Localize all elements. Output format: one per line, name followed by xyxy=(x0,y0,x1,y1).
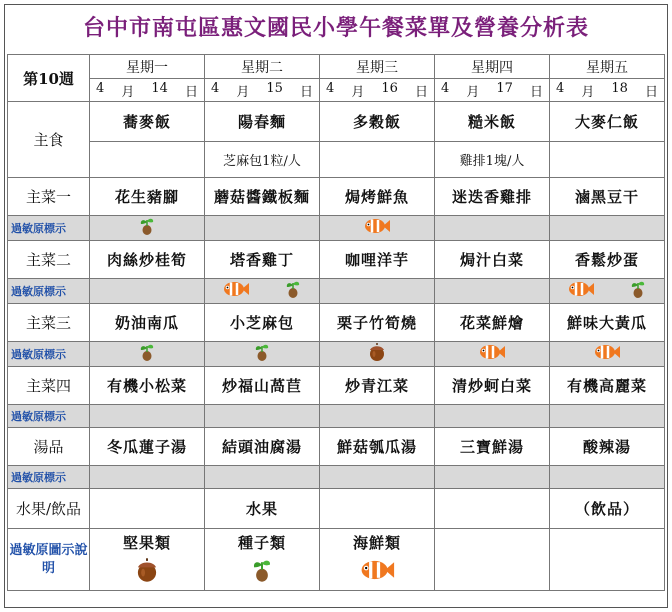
main1-dish: 蘑菇醬鐵板麵 xyxy=(205,178,320,216)
seed-icon xyxy=(283,279,303,303)
fruit-item xyxy=(435,489,550,529)
fruit-item: 水果 xyxy=(205,489,320,529)
seafood-icon xyxy=(363,216,391,240)
main4-dish: 炒青江菜 xyxy=(320,367,435,405)
date-cell xyxy=(550,79,665,102)
allergen-cell xyxy=(90,216,205,241)
row-label-fruit: 水果/飲品 xyxy=(8,489,90,529)
legend-empty xyxy=(550,529,665,591)
allergen-cell xyxy=(205,405,320,428)
seafood-icon xyxy=(222,279,250,303)
date-day-unit: 日 xyxy=(414,84,428,100)
main4-dish: 清炒蚵白菜 xyxy=(435,367,550,405)
staple-dish: 多穀飯 xyxy=(320,102,435,142)
staple-dish: 蕎麥飯 xyxy=(90,102,205,142)
nut-icon xyxy=(367,342,387,366)
allergen-cell xyxy=(90,342,205,367)
allergen-cell xyxy=(320,216,435,241)
allergen-cell xyxy=(435,466,550,489)
date-month-unit: 月 xyxy=(466,84,480,100)
allergen-cell xyxy=(550,216,665,241)
soup-dish: 三寶鮮湯 xyxy=(435,428,550,466)
page-title: 台中市南屯區惠文國民小學午餐菜單及營養分析表 xyxy=(82,15,589,41)
date-cell xyxy=(435,79,550,102)
nut-icon xyxy=(134,557,160,587)
date-cell xyxy=(205,79,320,102)
allergen-cell xyxy=(320,342,435,367)
staple-note: 雞排1塊/人 xyxy=(435,142,550,178)
allergen-cell xyxy=(205,342,320,367)
allergen-cell xyxy=(435,342,550,367)
staple-note xyxy=(550,142,665,178)
legend-name: 海鮮類 xyxy=(352,534,401,552)
allergen-cell xyxy=(550,405,665,428)
day-name: 星期三 xyxy=(320,55,435,79)
allergen-cell xyxy=(435,405,550,428)
soup-dish: 鮮菇瓠瓜湯 xyxy=(320,428,435,466)
date-day-unit: 日 xyxy=(184,84,198,100)
legend-label: 過敏原圖示說明 xyxy=(8,529,90,591)
legend-item xyxy=(205,529,320,591)
legend-name: 堅果類 xyxy=(122,534,171,552)
allergen-cell xyxy=(90,466,205,489)
row-label-main3: 主菜三 xyxy=(8,304,90,342)
staple-dish: 糙米飯 xyxy=(435,102,550,142)
soup-dish: 冬瓜蓮子湯 xyxy=(90,428,205,466)
legend-item xyxy=(90,529,205,591)
allergen-cell xyxy=(435,279,550,304)
row-label-main4: 主菜四 xyxy=(8,367,90,405)
day-name: 星期二 xyxy=(205,55,320,79)
seafood-icon xyxy=(359,557,395,587)
legend-empty xyxy=(435,529,550,591)
allergen-cell xyxy=(320,466,435,489)
seed-icon xyxy=(137,216,157,240)
seed-icon xyxy=(628,279,648,303)
main3-dish: 花菜鮮燴 xyxy=(435,304,550,342)
allergen-cell xyxy=(320,279,435,304)
seed-icon xyxy=(252,342,272,366)
main3-dish: 小芝麻包 xyxy=(205,304,320,342)
allergen-cell xyxy=(550,466,665,489)
date-day-unit: 日 xyxy=(299,84,313,100)
date-day-unit: 日 xyxy=(644,84,658,100)
seafood-icon xyxy=(478,342,506,366)
main3-dish: 栗子竹筍燒 xyxy=(320,304,435,342)
main2-dish: 焗汁白菜 xyxy=(435,241,550,279)
date-day: 16 xyxy=(381,80,398,96)
allergen-cell xyxy=(205,216,320,241)
legend-item xyxy=(320,529,435,591)
date-day: 14 xyxy=(151,80,168,96)
seafood-icon xyxy=(567,279,595,303)
staple-dish: 陽春麵 xyxy=(205,102,320,142)
main2-dish: 塔香雞丁 xyxy=(205,241,320,279)
main1-dish: 花生豬腳 xyxy=(90,178,205,216)
main3-dish: 奶油南瓜 xyxy=(90,304,205,342)
soup-dish: 酸辣湯 xyxy=(550,428,665,466)
date-month-unit: 月 xyxy=(351,84,365,100)
row-label-soup: 湯品 xyxy=(8,428,90,466)
staple-note xyxy=(320,142,435,178)
allergen-cell xyxy=(320,405,435,428)
allergen-label: 過敏原標示 xyxy=(8,405,90,428)
date-month: 4 xyxy=(211,80,220,96)
date-cell xyxy=(320,79,435,102)
allergen-label: 過敏原標示 xyxy=(8,216,90,241)
allergen-cell xyxy=(435,216,550,241)
allergen-cell xyxy=(550,342,665,367)
day-name: 星期一 xyxy=(90,55,205,79)
main4-dish: 有機高麗菜 xyxy=(550,367,665,405)
allergen-cell xyxy=(205,279,320,304)
main2-dish: 咖哩洋芋 xyxy=(320,241,435,279)
main4-dish: 炒福山萵苣 xyxy=(205,367,320,405)
main1-dish: 滷黑豆干 xyxy=(550,178,665,216)
date-month-unit: 月 xyxy=(236,84,250,100)
date-month: 4 xyxy=(96,80,105,96)
day-name: 星期五 xyxy=(550,55,665,79)
allergen-cell xyxy=(205,466,320,489)
legend-name: 種子類 xyxy=(237,534,286,552)
main1-dish: 焗烤鮮魚 xyxy=(320,178,435,216)
staple-note xyxy=(90,142,205,178)
date-month-unit: 月 xyxy=(121,84,135,100)
main4-dish: 有機小松菜 xyxy=(90,367,205,405)
allergen-cell xyxy=(90,279,205,304)
date-month: 4 xyxy=(556,80,565,96)
menu-document xyxy=(4,4,668,608)
menu-table xyxy=(7,54,665,591)
allergen-cell xyxy=(90,405,205,428)
day-name: 星期四 xyxy=(435,55,550,79)
fruit-item xyxy=(90,489,205,529)
allergen-label: 過敏原標示 xyxy=(8,342,90,367)
main2-dish: 香鬆炒蛋 xyxy=(550,241,665,279)
staple-dish: 大麥仁飯 xyxy=(550,102,665,142)
main2-dish: 肉絲炒桂筍 xyxy=(90,241,205,279)
fruit-item xyxy=(320,489,435,529)
soup-dish: 結頭油腐湯 xyxy=(205,428,320,466)
allergen-cell xyxy=(550,279,665,304)
date-day: 18 xyxy=(611,80,628,96)
row-label-main2: 主菜二 xyxy=(8,241,90,279)
date-day: 15 xyxy=(266,80,283,96)
date-month-unit: 月 xyxy=(581,84,595,100)
date-day: 17 xyxy=(496,80,513,96)
main3-dish: 鮮味大黃瓜 xyxy=(550,304,665,342)
seafood-icon xyxy=(593,342,621,366)
row-label-staple: 主食 xyxy=(8,102,90,178)
seed-icon xyxy=(249,557,275,587)
date-cell xyxy=(90,79,205,102)
allergen-label: 過敏原標示 xyxy=(8,466,90,489)
allergen-label: 過敏原標示 xyxy=(8,279,90,304)
seed-icon xyxy=(137,342,157,366)
staple-note: 芝麻包1粒/人 xyxy=(205,142,320,178)
week-label: 第10週 xyxy=(8,55,90,102)
main1-dish: 迷迭香雞排 xyxy=(435,178,550,216)
date-month: 4 xyxy=(441,80,450,96)
date-day-unit: 日 xyxy=(529,84,543,100)
date-month: 4 xyxy=(326,80,335,96)
row-label-main1: 主菜一 xyxy=(8,178,90,216)
fruit-item: （飲品） xyxy=(550,489,665,529)
